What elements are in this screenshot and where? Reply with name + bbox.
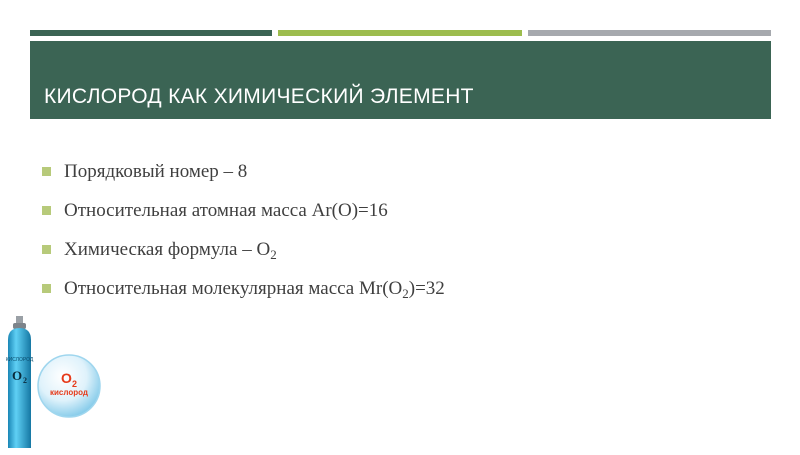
oxygen-bubble-icon: [36, 353, 102, 419]
cylinder-small-text: КИСЛОРОД: [5, 357, 34, 363]
bullet-text: [64, 239, 277, 260]
accent-stripe-green-light: [278, 30, 522, 36]
cylinder-label: O: [11, 368, 23, 383]
bullet-marker: [42, 245, 51, 254]
bullet-text: Порядковый номер – 8: [64, 161, 248, 182]
bullet-item-molecular-mass: [42, 274, 445, 313]
cylinder-label-subscript: 2: [23, 376, 27, 385]
formula-text: Химическая формула – O: [64, 239, 271, 260]
bullet-item-formula: [42, 235, 445, 274]
bullet-marker: [42, 167, 51, 176]
bullet-text: [64, 278, 445, 299]
title-banner: [30, 41, 771, 119]
bullet-list: [42, 157, 445, 313]
formula-subscript: 2: [270, 247, 277, 262]
bubble-formula-text: O: [61, 370, 72, 386]
slide-title: КИСЛОРОД КАК ХИМИЧЕСКИЙ ЭЛЕМЕНТ: [44, 85, 474, 108]
bubble-label: кислород: [50, 388, 88, 397]
bubble-formula-subscript: 2: [71, 378, 77, 389]
molecular-mass-subscript: 2: [402, 286, 409, 301]
bullet-marker: [42, 284, 51, 293]
molecular-mass-text: Относительная молекулярная масса Mr(O: [64, 278, 403, 299]
bullet-item-atomic-number: [42, 157, 445, 196]
accent-stripe-gray: [528, 30, 771, 36]
bullet-item-atomic-mass: [42, 196, 445, 235]
bubble-formula: [36, 370, 102, 389]
oxygen-cylinder-icon: [0, 314, 40, 450]
bullet-marker: [42, 206, 51, 215]
bullet-text: Относительная атомная масса Ar(O)=16: [64, 200, 388, 221]
molecular-mass-suffix: )=32: [408, 278, 445, 299]
accent-stripe-green-dark: [30, 30, 272, 36]
